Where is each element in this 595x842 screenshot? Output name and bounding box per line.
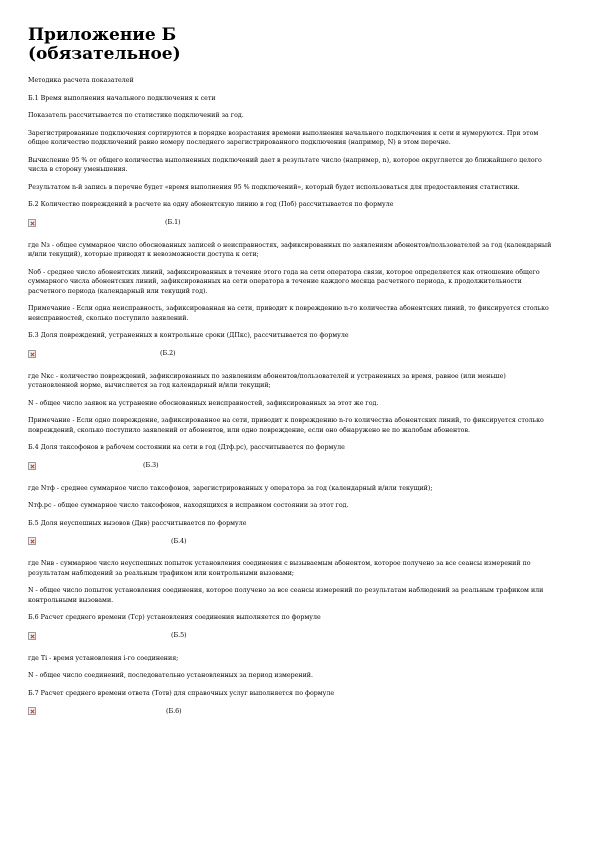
- section-heading: Б.4 Доля таксофонов в рабочем состоянии на сети в год (Дтф.рс), рассчитывается по формуле: [28, 444, 345, 451]
- paragraph: где Nкс - количество повреждений, зафиксированных по заявлениям абонентов/пользователей и устраненных за время, равное (или меньше) установленной норме, вычисляется за год календарный и/или текущий;: [28, 372, 506, 389]
- section-heading: Б.2 Количество повреждений в расчете на одну абонентскую линию в год (Поб) рассчитывается по формуле: [28, 201, 394, 208]
- broken-image-icon: [28, 707, 36, 715]
- title-line-1: Приложение Б: [28, 25, 177, 45]
- paragraph: N - общее число попыток установления соединения, которое получено за все сеансы измерений по результатам наблюдений за реальным трафиком или контрольными вызовами.: [28, 587, 544, 604]
- formula-number: (Б.4): [171, 537, 187, 545]
- section-heading: Б.7 Расчет среднего времени ответа (Тотв) для справочных услуг выполняется по формуле: [28, 689, 335, 697]
- paragraph: Методика расчета показателей: [28, 77, 134, 84]
- paragraph: где Nтф - среднее суммарное число таксофонов, зарегистрированных у оператора за год (календарный и/или текущий);: [28, 484, 433, 492]
- formula-b3: [28, 459, 555, 473]
- formula-b1: [28, 216, 555, 230]
- paragraph: где Nз - общее суммарное число обоснованных записей о неисправностях, зафиксированных по заявлениям абонентов/пользователей за год (календарный и/или текущий), которые приводят к невозможности доступа к сети;: [28, 241, 552, 258]
- broken-image-icon: [28, 350, 36, 358]
- paragraph: Вычисление 95 % от общего количества выполненных подключений дает в результате число (например, n), которое округляется до ближайшего целого числа в сторону уменьшения.: [28, 156, 542, 173]
- section-heading: Б.1 Время выполнения начального подключения к сети: [28, 94, 216, 102]
- broken-image-icon: [28, 632, 36, 640]
- broken-image-icon: [28, 462, 36, 470]
- paragraph: N - общее число соединений, последовательно установленных за период измерений.: [28, 672, 313, 679]
- formula-number: (Б.5): [171, 632, 187, 639]
- paragraph: Зарегистрированные подключения сортируются в порядке возрастания времени выполнения начального подключения к сети и нумеруются. При этом общее количество подключений равно номеру последнего зарегистрированного подключения (например, N) в этом перечне.: [28, 129, 539, 146]
- paragraph: где Nнв - суммарное число неуспешных попыток установления соединения с вызываемым абонентом, которое получено за все сеансы измерений по результатам наблюдений за реальным трафиком или контрольными вызовами;: [28, 560, 531, 577]
- paragraph: Показатель рассчитывается по статистике подключений за год.: [28, 112, 244, 119]
- broken-image-icon: [28, 537, 36, 545]
- title-line-2: (обязательное): [28, 44, 181, 64]
- formula-number: (Б.1): [165, 219, 181, 226]
- note: Примечание - Если одно повреждение, зафиксированное на сети, приводит к повреждению n-го количества абонентских линий, то фиксируется столько повреждений, сколько поступило заявлений от абонентов, или одно повреждение, если оно обнаружено не по жалобам абонентов.: [28, 417, 544, 434]
- section-heading: Б.6 Расчет среднего времени (Тср) установления соединения выполняется по формуле: [28, 614, 321, 621]
- paragraph: где Ti - время установления i-го соединения;: [28, 654, 179, 662]
- formula-b4: [28, 534, 555, 548]
- formula-number: (Б.6): [166, 707, 182, 715]
- formula-number: (Б.3): [143, 462, 159, 469]
- note: Примечание - Если одна неисправность, зафиксированная на сети, приводит к повреждению n-го количества абонентских линий, то фиксируется столько неисправностей, сколько поступило заявлений.: [28, 305, 549, 322]
- paragraph: Результатом n-й запись в перечне будет «время выполнения 95 % подключений», который будет использоваться для предоставления статистики.: [28, 183, 520, 191]
- formula-b5: [28, 629, 555, 643]
- section-heading: Б.5 Доля неуспешных вызовов (Днв) рассчитывается по формуле: [28, 519, 247, 527]
- paragraph: Nоб - среднее число абонентских линий, зафиксированных в течение этого года на сети оператора связи, которое определяется как отношение общего суммарного числа абонентских линий, зафиксированных на сети оператора в течение каждого месяца расчетного периода, к продолжительности расчетного периода (календарный или текущий год).: [28, 268, 540, 295]
- formula-b6: [28, 704, 555, 718]
- page-title: [28, 26, 555, 64]
- formula-b2: [28, 347, 555, 361]
- paragraph: Nтф.рс - общее суммарное число таксофонов, находящихся в исправном состоянии за этот год.: [28, 502, 349, 509]
- paragraph: N - общее число заявок на устранение обоснованных неисправностей, зафиксированных за этот же год.: [28, 399, 379, 407]
- formula-number: (Б.2): [160, 350, 176, 357]
- section-heading: Б.3 Доля повреждений, устраненных в контрольные сроки (ДПкс), рассчитывается по формуле: [28, 332, 349, 339]
- broken-image-icon: [28, 219, 36, 227]
